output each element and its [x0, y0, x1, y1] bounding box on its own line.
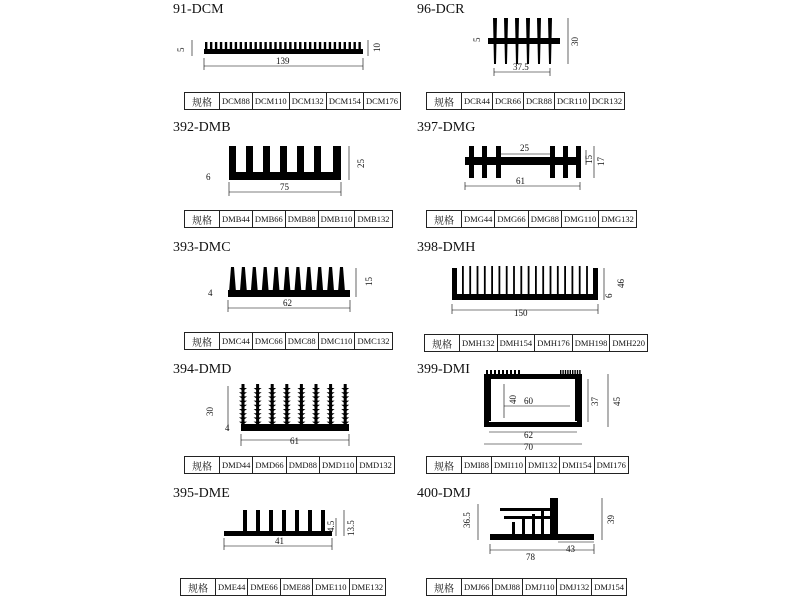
spec-cell: DMI110	[492, 457, 526, 474]
panel-399-dmi	[400, 360, 800, 480]
dim-inner-width: 60	[524, 396, 533, 406]
heatsink-drawing	[0, 240, 400, 330]
panel-title: 395-DME	[173, 486, 230, 501]
spec-cell: DMH198	[572, 335, 610, 352]
dim-height: 13.5	[346, 520, 356, 536]
spec-table	[426, 210, 637, 228]
dim-base: 5	[472, 37, 482, 42]
dim-height: 39	[606, 515, 616, 524]
panel-392-dmb	[0, 120, 400, 240]
spec-cell: DMH154	[497, 335, 535, 352]
panel-400-dmj	[400, 480, 800, 600]
dim-width: 78	[526, 552, 535, 562]
spec-cell: DCR66	[492, 93, 523, 110]
spec-cell: DCM176	[363, 93, 400, 110]
spec-cell: DMB132	[355, 211, 392, 228]
spec-cell: DMC110	[318, 333, 355, 350]
spec-table	[426, 92, 625, 110]
spec-cell: DMB66	[252, 211, 285, 228]
spec-cell: DME44	[216, 579, 248, 596]
dim-fin: 15	[584, 155, 594, 164]
panel-title: 398-DMH	[417, 240, 476, 255]
spec-cell: DME88	[280, 579, 312, 596]
dim-section: 43	[566, 544, 575, 554]
dim-height: 17	[596, 157, 606, 166]
dim-base: 6	[604, 293, 614, 298]
spec-cell: DMC132	[355, 333, 392, 350]
spec-cell: DMD110	[320, 457, 357, 474]
spec-table	[180, 578, 386, 596]
dim-width: 139	[276, 56, 290, 66]
panel-397-dmg	[400, 120, 800, 240]
dim-base: 5	[176, 47, 186, 52]
panel-title: 91-DCM	[173, 2, 224, 17]
spec-label: 规格	[185, 93, 220, 110]
spec-cell: DMD44	[220, 457, 253, 474]
spec-cell: DME66	[248, 579, 280, 596]
dim-height: 37	[590, 397, 600, 406]
dim-width: 61	[516, 176, 525, 186]
spec-cell: DCM110	[252, 93, 289, 110]
spec-cell: DMJ154	[592, 579, 627, 596]
spec-cell: DMG132	[599, 211, 637, 228]
spec-label: 规格	[185, 457, 220, 474]
dim-height: 46	[616, 279, 626, 288]
spec-cell: DCR132	[589, 93, 624, 110]
dim-height: 25	[356, 159, 366, 168]
spec-cell: DCR88	[523, 93, 554, 110]
spec-cell: DMJ88	[492, 579, 523, 596]
spec-cell: DMI132	[526, 457, 560, 474]
panel-title: 400-DMJ	[417, 486, 471, 501]
dim-base: 6	[206, 172, 211, 182]
spec-cell: DMI176	[594, 457, 628, 474]
panel-96-dcr	[400, 0, 800, 120]
dim-height: 30	[205, 407, 215, 416]
dim-height: 10	[372, 43, 382, 52]
heatsink-drawing	[400, 0, 800, 90]
dim-base: 4	[225, 423, 230, 433]
heatsink-drawing	[400, 360, 800, 460]
spec-table	[184, 210, 393, 228]
dim-height: 15	[364, 277, 374, 286]
spec-cell: DMJ132	[557, 579, 592, 596]
spec-label: 规格	[427, 579, 462, 596]
spec-label: 规格	[427, 211, 462, 228]
spec-cell: DCM88	[220, 93, 253, 110]
spec-cell: DMG110	[562, 211, 599, 228]
heatsink-drawing	[0, 0, 400, 90]
dim-inner-height: 40	[508, 395, 518, 404]
spec-cell: DMG44	[462, 211, 495, 228]
panel-title: 397-DMG	[417, 120, 476, 135]
spec-cell: DMH132	[460, 335, 498, 352]
spec-label: 规格	[185, 211, 220, 228]
spec-table	[424, 334, 648, 352]
panel-394-dmd	[0, 360, 400, 480]
dim-outer-height: 45	[612, 397, 622, 406]
spec-table	[184, 456, 395, 474]
dim-base: 4.5	[326, 520, 336, 532]
spec-cell: DMD132	[357, 457, 395, 474]
spec-cell: DMG88	[528, 211, 561, 228]
spec-cell: DMH220	[610, 335, 648, 352]
spec-cell: DMJ110	[523, 579, 557, 596]
panel-393-dmc	[0, 240, 400, 360]
spec-cell: DMI154	[560, 457, 594, 474]
spec-table	[426, 578, 627, 596]
heatsink-drawing	[0, 480, 400, 580]
spec-label: 规格	[181, 579, 216, 596]
spec-cell: DMD88	[286, 457, 319, 474]
dim-inner: 25	[520, 143, 529, 153]
dim-width: 61	[290, 436, 299, 446]
panel-title: 392-DMB	[173, 120, 231, 135]
spec-cell: DMJ66	[462, 579, 493, 596]
panel-395-dme	[0, 480, 400, 600]
heatsink-drawing	[400, 480, 800, 580]
spec-cell: DMD66	[253, 457, 286, 474]
spec-cell: DMB44	[220, 211, 253, 228]
dim-width: 62	[283, 298, 292, 308]
panel-398-dmh	[400, 240, 800, 360]
panel-title: 96-DCR	[417, 2, 465, 17]
dim-width: 75	[280, 182, 289, 192]
panel-title: 394-DMD	[173, 362, 232, 377]
panel-title: 399-DMI	[417, 362, 470, 377]
spec-cell: DMC44	[220, 333, 253, 350]
dim-fin-height: 36.5	[462, 512, 472, 528]
dim-width: 41	[275, 536, 284, 546]
dim-base: 4	[208, 288, 213, 298]
heatsink-drawing	[400, 240, 800, 330]
spec-cell: DMC66	[252, 333, 285, 350]
dim-outer-width: 70	[524, 442, 533, 452]
heatsink-drawing	[0, 120, 400, 210]
dim-height: 30	[570, 37, 580, 46]
spec-cell: DCR44	[462, 93, 493, 110]
dim-width: 37.5	[513, 62, 529, 72]
spec-cell: DCM154	[326, 93, 363, 110]
spec-label: 规格	[185, 333, 220, 350]
spec-cell: DME132	[349, 579, 386, 596]
spec-cell: DMG66	[495, 211, 528, 228]
heatsink-drawing	[400, 120, 800, 210]
dim-width: 62	[524, 430, 533, 440]
spec-label: 规格	[427, 457, 462, 474]
spec-label: 规格	[425, 335, 460, 352]
heatsink-drawing	[0, 360, 400, 460]
panel-title: 393-DMC	[173, 240, 231, 255]
spec-table	[184, 332, 393, 350]
panel-91-dcm	[0, 0, 400, 120]
spec-cell: DME110	[313, 579, 349, 596]
spec-table	[184, 92, 401, 110]
spec-cell: DCM132	[289, 93, 326, 110]
spec-cell: DMC88	[285, 333, 318, 350]
spec-cell: DMH176	[535, 335, 573, 352]
spec-cell: DMI88	[462, 457, 492, 474]
dim-width: 150	[514, 308, 528, 318]
spec-cell: DMB88	[285, 211, 318, 228]
spec-table	[426, 456, 629, 474]
spec-cell: DMB110	[318, 211, 355, 228]
spec-label: 规格	[427, 93, 462, 110]
spec-cell: DCR110	[554, 93, 589, 110]
